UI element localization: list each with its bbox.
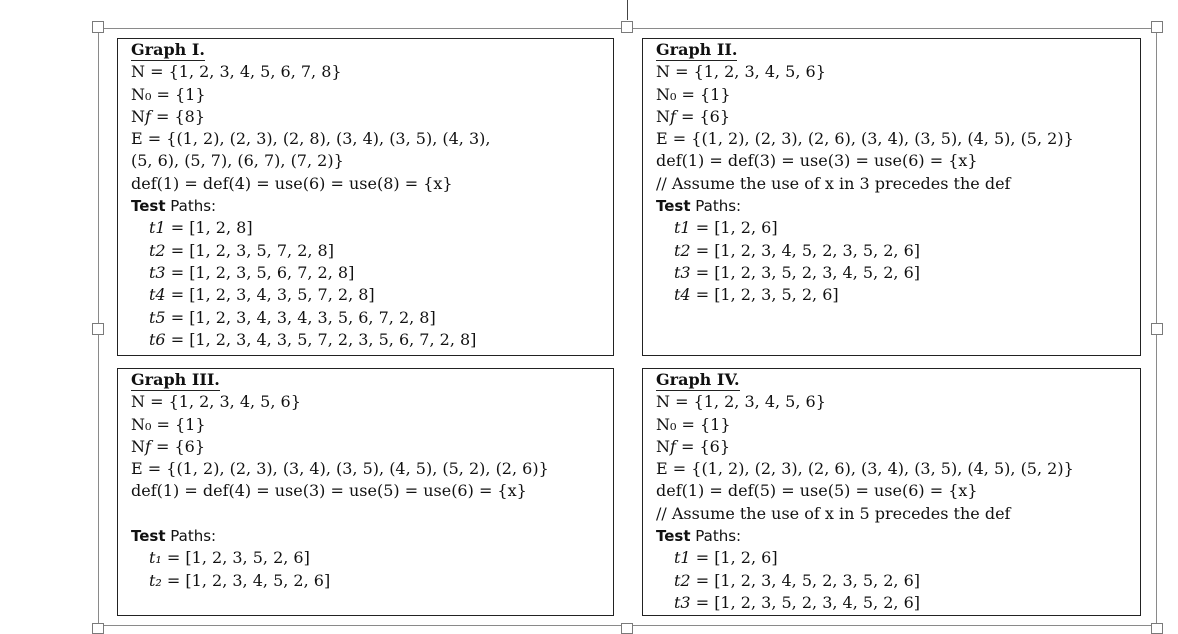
test-path-label: t1 — [149, 218, 166, 238]
test-path-row — [131, 547, 613, 569]
graph-panel-1 — [117, 38, 614, 356]
graph-definition-line: def(1) = def(4) = use(3) = use(5) = use(6) = {x} — [131, 481, 527, 501]
test-path-label: t1 — [674, 548, 691, 568]
test-paths-heading — [131, 195, 613, 217]
rotation-handle-stem[interactable] — [627, 0, 628, 20]
test-path-row — [656, 262, 1140, 284]
test-paths-heading-bold: Test — [131, 197, 166, 216]
test-path-value: = [1, 2, 3, 5, 2, 3, 4, 5, 2, 6] — [690, 592, 921, 612]
test-path-label: t1 — [674, 218, 691, 238]
test-path-label: t2 — [674, 240, 691, 260]
test-path-row — [656, 217, 1140, 239]
resize-handle-bottom-right[interactable] — [1151, 623, 1163, 634]
test-path-row — [656, 570, 1140, 592]
graph-definition-line: N𝑓 = {6} — [656, 106, 731, 126]
resize-handle-top-right[interactable] — [1151, 21, 1163, 33]
graph-title: Graph II. — [656, 40, 738, 59]
test-path-row — [131, 307, 613, 329]
test-path-label: t4 — [674, 285, 691, 305]
test-paths-heading-rest: Paths: — [690, 527, 742, 546]
graph-title: Graph IV. — [656, 370, 740, 389]
resize-handle-top-left[interactable] — [92, 21, 104, 33]
test-path-value: = [1, 2, 3, 4, 5, 2, 6] — [161, 570, 331, 590]
graph-definition-line: N𝑓 = {6} — [131, 436, 206, 456]
graph-definition-line: def(1) = def(3) = use(3) = use(6) = {x} — [656, 151, 978, 171]
graph-definition-line: // Assume the use of x in 5 precedes the def — [656, 503, 1011, 523]
test-path-label: t₁ — [149, 548, 162, 568]
graph-definition-line: (5, 6), (5, 7), (6, 7), (7, 2)} — [131, 151, 344, 171]
test-path-value: = [1, 2, 3, 4, 5, 2, 3, 5, 2, 6] — [690, 240, 921, 260]
test-paths-heading — [656, 195, 1140, 217]
graph-definition-line — [131, 503, 613, 525]
resize-handle-middle-right[interactable] — [1151, 323, 1163, 335]
test-paths-heading-bold: Test — [656, 197, 691, 216]
resize-handle-bottom-center[interactable] — [621, 623, 633, 634]
test-path-label: t2 — [149, 240, 166, 260]
test-path-label: t₂ — [149, 570, 162, 590]
test-path-row — [656, 592, 1140, 614]
test-paths-heading-rest: Paths: — [690, 197, 742, 216]
graph-definition-line: N₀ = {1} — [131, 414, 206, 434]
test-paths-heading — [656, 525, 1140, 547]
test-paths-heading-rest: Paths: — [165, 527, 217, 546]
test-paths-heading-bold: Test — [131, 527, 166, 546]
test-path-label: t2 — [674, 570, 691, 590]
graph-definition-line: E = {(1, 2), (2, 3), (2, 6), (3, 4), (3, 5), (4, 5), (5, 2)} — [656, 129, 1074, 149]
test-paths-heading-bold: Test — [656, 527, 691, 546]
test-path-value: = [1, 2, 3, 4, 5, 2, 3, 5, 2, 6] — [690, 570, 921, 590]
graph-definition-line: N₀ = {1} — [656, 84, 731, 104]
graph-definition-line: N = {1, 2, 3, 4, 5, 6} — [656, 392, 826, 412]
test-path-label: t6 — [149, 329, 166, 349]
test-path-label: t4 — [149, 285, 166, 305]
graph-panel-4 — [642, 368, 1141, 616]
test-path-label: t3 — [674, 592, 691, 612]
graph-title: Graph III. — [131, 370, 220, 389]
test-path-row — [131, 262, 613, 284]
graph-definition-line: N = {1, 2, 3, 4, 5, 6, 7, 8} — [131, 62, 342, 82]
graph-panel-2 — [642, 38, 1141, 356]
graph-definition-line: N₀ = {1} — [131, 84, 206, 104]
test-path-value: = [1, 2, 3, 4, 3, 4, 3, 5, 6, 7, 2, 8] — [165, 307, 436, 327]
graph-definition-line: E = {(1, 2), (2, 3), (3, 4), (3, 5), (4, 5), (5, 2), (2, 6)} — [131, 459, 549, 479]
test-path-row — [131, 240, 613, 262]
graph-title: Graph I. — [131, 40, 205, 59]
resize-handle-middle-left[interactable] — [92, 323, 104, 335]
test-path-value: = [1, 2, 6] — [690, 548, 778, 568]
test-path-row — [131, 217, 613, 239]
test-path-label: t5 — [149, 307, 166, 327]
resize-handle-top-center[interactable] — [621, 21, 633, 33]
graph-definition-line: E = {(1, 2), (2, 3), (2, 8), (3, 4), (3, 5), (4, 3), — [131, 129, 491, 149]
test-path-row — [131, 284, 613, 306]
test-path-row — [656, 240, 1140, 262]
test-path-value: = [1, 2, 8] — [165, 218, 253, 238]
graph-definition-line: def(1) = def(4) = use(6) = use(8) = {x} — [131, 173, 453, 193]
test-path-row — [656, 284, 1140, 306]
graph-definition-line: // Assume the use of x in 3 precedes the def — [656, 173, 1011, 193]
graph-definition-line: N𝑓 = {8} — [131, 106, 206, 126]
test-path-value: = [1, 2, 3, 5, 2, 3, 4, 5, 2, 6] — [690, 262, 921, 282]
graph-definition-line: N₀ = {1} — [656, 414, 731, 434]
test-path-value: = [1, 2, 3, 4, 3, 5, 7, 2, 8] — [165, 285, 375, 305]
test-path-value: = [1, 2, 3, 5, 2, 6] — [161, 548, 310, 568]
test-path-value: = [1, 2, 6] — [690, 218, 778, 238]
test-path-value: = [1, 2, 3, 5, 6, 7, 2, 8] — [165, 262, 355, 282]
graph-definition-line: E = {(1, 2), (2, 3), (2, 6), (3, 4), (3, 5), (4, 5), (5, 2)} — [656, 459, 1074, 479]
test-path-row — [656, 547, 1140, 569]
graph-definition-line: N𝑓 = {6} — [656, 436, 731, 456]
resize-handle-bottom-left[interactable] — [92, 623, 104, 634]
graph-definition-line: N = {1, 2, 3, 4, 5, 6} — [656, 62, 826, 82]
test-path-value: = [1, 2, 3, 4, 3, 5, 7, 2, 3, 5, 6, 7, 2, 8] — [165, 329, 477, 349]
test-paths-heading-rest: Paths: — [165, 197, 217, 216]
test-path-label: t3 — [674, 262, 691, 282]
test-path-value: = [1, 2, 3, 5, 2, 6] — [690, 285, 839, 305]
test-path-value: = [1, 2, 3, 5, 7, 2, 8] — [165, 240, 334, 260]
test-path-row — [131, 329, 613, 351]
graph-panel-3 — [117, 368, 614, 616]
test-paths-heading — [131, 525, 613, 547]
graph-definition-line: def(1) = def(5) = use(5) = use(6) = {x} — [656, 481, 978, 501]
test-path-row — [131, 570, 613, 592]
graph-definition-line: N = {1, 2, 3, 4, 5, 6} — [131, 392, 301, 412]
test-path-label: t3 — [149, 262, 166, 282]
